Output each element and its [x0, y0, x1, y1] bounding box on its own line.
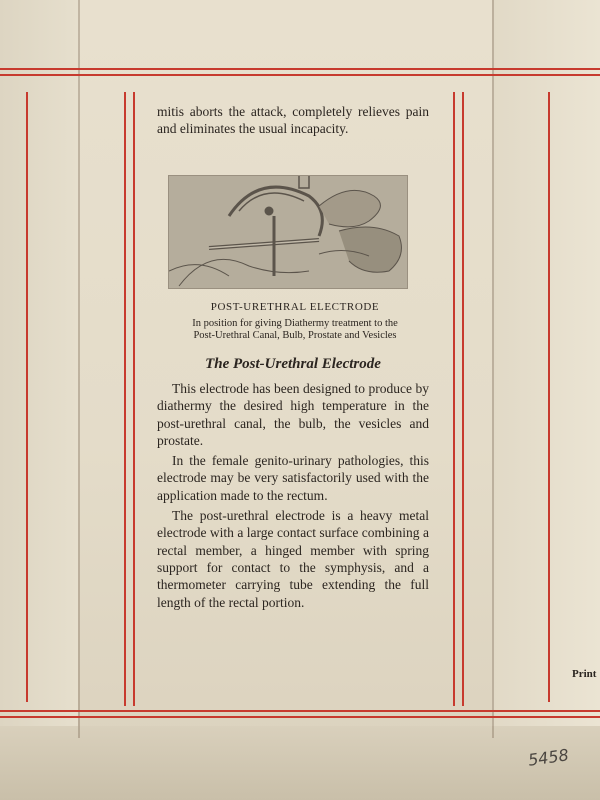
right-panel-rule — [548, 92, 550, 702]
figure-caption-title: POST-URETHRAL ELECTRODE — [210, 301, 380, 313]
figure-caption-subtitle — [150, 318, 440, 341]
center-panel-left-rule — [124, 92, 126, 706]
anatomy-diagram-image — [169, 176, 407, 288]
top-rule-inner — [0, 74, 600, 76]
right-panel — [492, 0, 600, 738]
fold-line-right — [492, 0, 494, 738]
center-panel-left-rule-inner — [133, 92, 135, 706]
top-paragraph: mitis aborts the attack, completely relieves pain and eliminates the usual incapacity. — [157, 104, 429, 136]
bottom-rule-outer — [0, 716, 600, 718]
electrode-illustration — [168, 175, 408, 289]
top-rule-outer — [0, 68, 600, 70]
body-text — [157, 380, 429, 614]
right-panel-text: Print — [572, 668, 597, 680]
figure-caption-line-1: In position for giving Diathermy treatment to the — [192, 318, 398, 329]
center-panel-right-rule — [453, 92, 455, 706]
left-panel-rule — [26, 92, 28, 702]
fold-line-left — [78, 0, 80, 738]
body-paragraph-2: In the female genito-urinary pathologies, this electrode may be very satisfactorily used with the application made to the rectum. — [157, 453, 429, 503]
section-heading: The Post-Urethral Electrode — [205, 356, 381, 372]
left-panel — [0, 0, 78, 738]
bottom-rule-inner — [0, 710, 600, 712]
figure-caption-line-2: Post-Urethral Canal, Bulb, Prostate and Vesicles — [193, 329, 397, 341]
body-paragraph-1: This electrode has been designed to produce by diathermy the desired high temperature in the post-urethral canal, the bulb, the vesicles and prostate. — [157, 381, 429, 448]
center-panel-right-rule-inner — [462, 92, 464, 706]
body-paragraph-3: The post-urethral electrode is a heavy metal electrode with a large contact surface combining a rectal member, a hinged member with spring support for contact to the symphysis, and a thermometer carrying tube extending the full length of the rectal portion. — [157, 508, 429, 610]
paper-bottom-edge — [0, 726, 600, 800]
handwritten-number: 5458 — [526, 745, 570, 770]
